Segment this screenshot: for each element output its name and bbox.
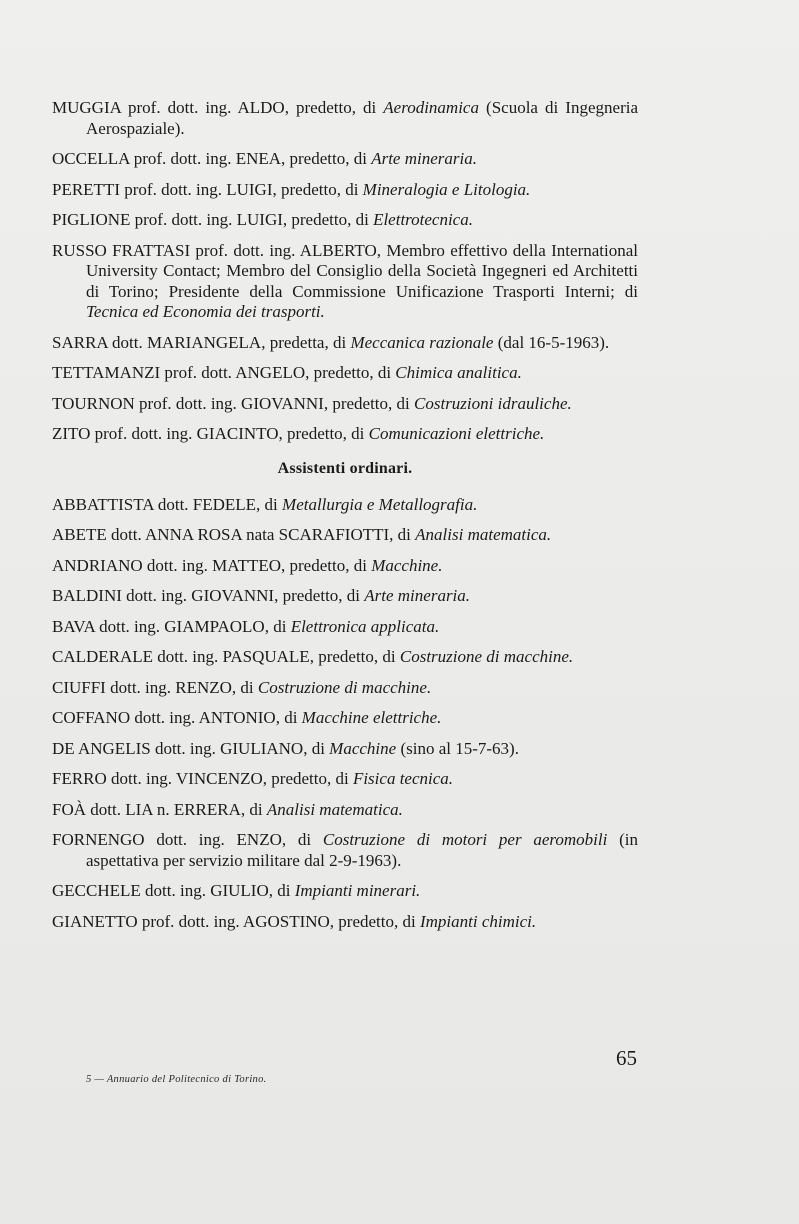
entry-name: PERETTI prof. dott. ing. LUIGI, predetto, di [52,179,363,199]
entry-name: FERRO dott. ing. VINCENZO, predetto, di [52,769,353,788]
entry-subject: Macchine. [371,555,443,575]
entry-tail: (sino al 15-7-63). [396,738,519,758]
entry-name: FOÀ dott. LIA n. ERRERA, di [52,799,267,819]
list-entry [52,180,638,201]
entry-subject: Macchine elettriche. [301,708,442,727]
entry-name: RUSSO FRATTASI prof. dott. ing. ALBERTO, Membro effettivo della International University Contact; Membro del Consiglio della Società Ingegneri ed Architetti di Torino; Presidente della Commissione Unificazione Trasporti Interni; di [52,240,638,301]
page-number: 65 [616,1046,637,1070]
entry-subject: Impianti chimici. [419,911,537,931]
entry-subject: Meccanica razionale [350,332,494,352]
entry-subject: Macchine [329,738,397,758]
assistants-list [52,495,638,933]
list-entry [52,98,638,139]
entry-subject: Aerodinamica [383,98,479,117]
list-entry [52,495,638,516]
entry-name: CIUFFI dott. ing. RENZO, di [52,677,258,697]
entry-subject: Costruzione di macchine. [399,647,574,666]
entry-name: CALDERALE dott. ing. PASQUALE, predetto, di [52,647,400,666]
list-entry [52,525,638,546]
entry-tail: (Scuola di Ingegneria Aerospaziale). [86,98,638,138]
list-entry [52,586,638,607]
list-entry [52,708,638,729]
entry-name: TOURNON prof. dott. ing. GIOVANNI, predetto, di [52,393,415,413]
page-content [52,98,638,942]
entry-subject: Metallurgia e Metallografia. [282,494,478,514]
entry-name: ABETE dott. ANNA ROSA nata SCARAFIOTTI, di [52,525,416,544]
entry-subject: Analisi matematica. [266,799,403,819]
entry-name: COFFANO dott. ing. ANTONIO, di [52,708,302,727]
entry-subject: Arte mineraria. [364,586,471,605]
entry-subject: Arte mineraria. [371,149,477,168]
entry-subject: Mineralogia e Litologia. [362,179,531,199]
list-entry [52,739,638,760]
entry-name: BAVA dott. ing. GIAMPAOLO, di [52,616,291,636]
entry-subject: Elettrotecnica. [373,210,473,229]
list-entry [52,333,638,354]
list-entry [52,881,638,902]
entry-subject: Tecnica ed Economia dei trasporti. [86,302,325,321]
list-entry [52,617,638,638]
entry-name: PIGLIONE prof. dott. ing. LUIGI, predetto, di [52,210,374,229]
list-entry [52,830,638,871]
list-entry [52,394,638,415]
list-entry [52,556,638,577]
list-entry [52,424,638,445]
list-entry [52,210,638,231]
list-entry [52,647,638,668]
entry-name: ABBATTISTA dott. FEDELE, di [52,494,283,514]
entry-name: GECCHELE dott. ing. GIULIO, di [52,881,295,900]
list-entry [52,149,638,170]
list-entry [52,363,638,384]
entry-subject: Comunicazioni elettriche. [368,424,545,443]
list-entry [52,241,638,323]
entry-subject: Costruzioni idrauliche. [414,393,572,413]
entry-subject: Costruzione di macchine. [257,677,432,697]
faculty-list [52,98,638,445]
entry-name: MUGGIA prof. dott. ing. ALDO, predetto, di [52,98,384,117]
entry-name: ANDRIANO dott. ing. MATTEO, predetto, di [52,555,372,575]
entry-name: SARRA dott. MARIANGELA, predetta, di [52,332,351,352]
entry-name: TETTAMANZI prof. dott. ANGELO, predetto, di [52,363,396,382]
list-entry [52,769,638,790]
section-heading: Assistenti ordinari. [277,459,413,477]
entry-subject: Chimica analitica. [395,363,522,382]
entry-subject: Costruzione di motori per aeromobili [322,830,608,849]
list-entry [52,678,638,699]
entry-name: BALDINI dott. ing. GIOVANNI, predetto, di [52,586,365,605]
page-footer: 5 — Annuario del Politecnico di Torino. [86,1074,267,1085]
entry-name: GIANETTO prof. dott. ing. AGOSTINO, predetto, di [52,911,420,931]
entry-subject: Fisica tecnica. [352,769,454,788]
list-entry [52,800,638,821]
entry-tail: (dal 16-5-1963). [493,332,610,352]
entry-name: ZITO prof. dott. ing. GIACINTO, predetto, di [52,424,369,443]
entry-subject: Elettronica applicata. [290,616,440,636]
entry-tail: (in aspettativa per servizio militare dal 2-9-1963). [86,830,638,870]
entry-subject: Impianti minerari. [294,881,421,900]
entry-name: FORNENGO dott. ing. ENZO, di [52,830,323,849]
entry-name: OCCELLA prof. dott. ing. ENEA, predetto, di [52,149,372,168]
entry-subject: Analisi matematica. [415,525,552,544]
list-entry [52,912,638,933]
entry-name: DE ANGELIS dott. ing. GIULIANO, di [52,738,330,758]
